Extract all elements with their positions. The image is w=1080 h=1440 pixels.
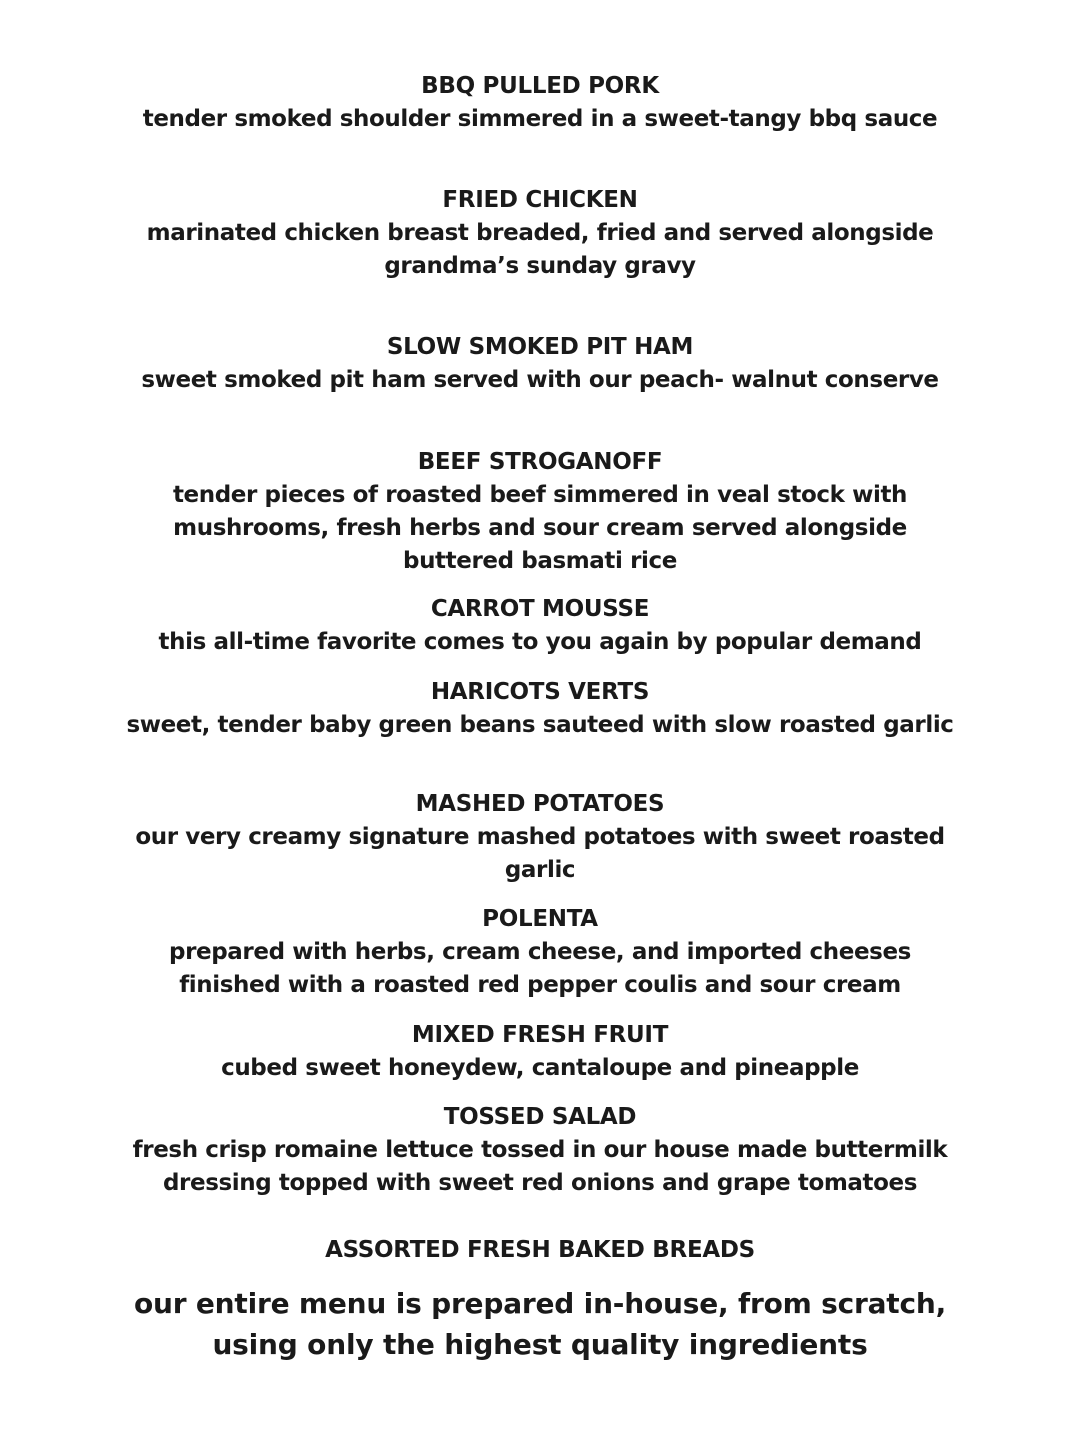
menu-item-description [0,364,1080,397]
description-line: tender smoked shoulder simmered in a sweet-tangy bbq sauce [142,106,938,132]
description-line: grandma’s sunday gravy [384,253,696,279]
description-line: finished with a roasted red pepper coulis and sour cream [179,972,901,998]
menu-item-description [0,936,1080,1002]
description-line: garlic [504,857,576,883]
menu-item-description [0,103,1080,136]
menu-item-slow-smoked-pit-ham [0,331,1080,397]
description-line: fresh crisp romaine lettuce tossed in our house made buttermilk [132,1137,948,1163]
description-line: our very creamy signature mashed potatoes with sweet roasted [135,824,945,850]
menu-item-title: FRIED CHICKEN [442,187,638,213]
menu-item-beef-stroganoff [0,446,1080,578]
description-line: dressing topped with sweet red onions and grape tomatoes [162,1170,918,1196]
menu-item-title: ASSORTED FRESH BAKED BREADS [325,1237,755,1263]
description-line: tender pieces of roasted beef simmered in veal stock with [172,482,908,508]
menu-item-title: BEEF STROGANOFF [417,449,663,475]
description-line: prepared with herbs, cream cheese, and imported cheeses [169,939,911,965]
menu-item-carrot-mousse [0,593,1080,659]
menu-item-fried-chicken [0,184,1080,283]
description-line: cubed sweet honeydew, cantaloupe and pineapple [221,1055,859,1081]
menu-item-bbq-pulled-pork [0,70,1080,136]
menu-item-title: MASHED POTATOES [415,791,665,817]
footer-line: using only the highest quality ingredients [212,1328,868,1361]
description-line: buttered basmati rice [403,548,677,574]
menu-item-title: HARICOTS VERTS [430,679,650,705]
menu-item-description [0,1052,1080,1085]
menu-item-polenta [0,903,1080,1002]
menu-item-description [0,709,1080,742]
description-line: mushrooms, fresh herbs and sour cream served alongside [173,515,907,541]
menu-item-description [0,217,1080,283]
description-line: sweet, tender baby green beans sauteed with slow roasted garlic [126,712,954,738]
description-line: this all-time favorite comes to you again by popular demand [158,629,922,655]
menu-item-title: SLOW SMOKED PIT HAM [386,334,694,360]
menu-item-haricots-verts [0,676,1080,742]
menu-item-description [0,821,1080,887]
menu-item-title: POLENTA [482,906,598,932]
menu-item-title: CARROT MOUSSE [430,596,650,622]
menu-item-mixed-fresh-fruit [0,1019,1080,1085]
menu-item-description [0,626,1080,659]
menu-item-title: BBQ PULLED PORK [421,73,659,99]
menu-item-assorted-breads [0,1234,1080,1267]
menu-item-mashed-potatoes [0,788,1080,887]
menu-item-description [0,1134,1080,1200]
description-line: marinated chicken breast breaded, fried and served alongside [146,220,934,246]
description-line: sweet smoked pit ham served with our peach- walnut conserve [141,367,939,393]
menu-item-title: MIXED FRESH FRUIT [411,1022,669,1048]
menu-item-description [0,479,1080,578]
menu-item-tossed-salad [0,1101,1080,1200]
menu-footer-note [0,1283,1080,1365]
menu-item-title: TOSSED SALAD [443,1104,637,1130]
footer-line: our entire menu is prepared in-house, from scratch, [133,1287,947,1320]
